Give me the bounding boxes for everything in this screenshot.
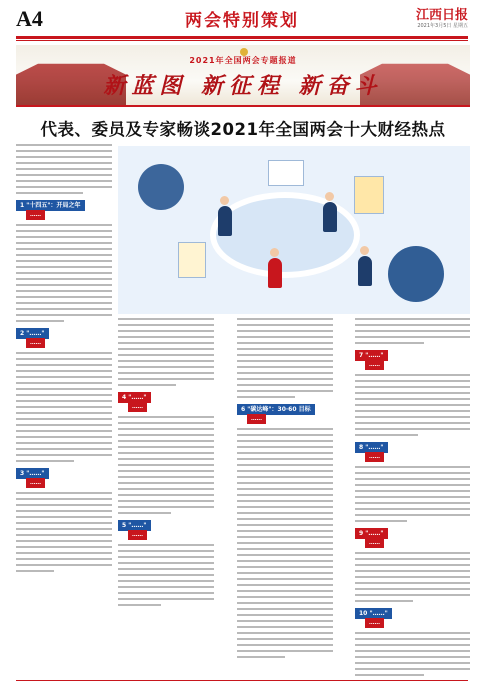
subhead-tag-secondary: …… <box>128 530 147 540</box>
person-figure <box>268 258 282 288</box>
chart-board-graphic <box>354 176 384 214</box>
subhead-2 <box>16 328 112 348</box>
person-head <box>220 196 229 205</box>
body-text-lines <box>118 416 214 514</box>
person-head <box>360 246 369 255</box>
body-text-lines <box>16 492 112 572</box>
coin-stack-graphic <box>178 242 206 278</box>
person-figure <box>358 256 372 286</box>
header-rule <box>16 36 468 39</box>
subhead-tag: 9 "……" <box>355 528 388 539</box>
text-column-2 <box>118 318 214 610</box>
body-text-lines <box>355 466 470 522</box>
masthead-logo: 江西日报 <box>415 8 468 23</box>
subhead-tag: 1 "十四五"：开局之年 <box>16 200 85 211</box>
page-number: A4 <box>16 6 43 31</box>
text-column-3 <box>237 318 333 662</box>
subhead-tag-secondary: …… <box>247 414 266 424</box>
document-graphic <box>268 160 304 186</box>
body-text-lines <box>355 374 470 436</box>
subhead-tag: 7 "……" <box>355 350 388 361</box>
person-figure <box>218 206 232 236</box>
subhead-4 <box>118 392 214 412</box>
subhead-5 <box>118 520 214 540</box>
page-header <box>0 0 484 40</box>
round-table-graphic <box>210 192 360 278</box>
text-column-4 <box>355 318 470 680</box>
subhead-tag: 8 "……" <box>355 442 388 453</box>
person-head <box>270 248 279 257</box>
special-report-banner <box>16 45 470 107</box>
banner-subtitle: 2021年全国两会专题报道 <box>189 56 297 65</box>
subhead-tag-secondary: …… <box>26 210 45 220</box>
body-text-lines <box>16 144 112 194</box>
body-text-lines <box>355 552 470 602</box>
subhead-tag: 3 "……" <box>16 468 49 479</box>
subhead-9 <box>355 528 470 548</box>
body-text-lines <box>16 352 112 462</box>
subhead-3 <box>16 468 112 488</box>
subhead-tag: 10 "……" <box>355 608 392 619</box>
subhead-tag: 2 "……" <box>16 328 49 339</box>
subhead-tag-secondary: …… <box>26 478 45 488</box>
subhead-tag: 5 "……" <box>118 520 151 531</box>
dateline: 2021年3月5日 星期五 <box>417 23 468 29</box>
person-head <box>325 192 334 201</box>
subhead-8 <box>355 442 470 462</box>
person-figure <box>323 202 337 232</box>
subhead-tag-secondary: …… <box>128 402 147 412</box>
body-text-lines <box>118 544 214 606</box>
subhead-tag-secondary: …… <box>365 618 384 628</box>
section-title: 两会特别策划 <box>185 11 299 31</box>
subhead-tag: 4 "……" <box>118 392 151 403</box>
subhead-tag: 6 "碳达峰"：30·60 目标 <box>237 404 315 415</box>
article-headline: 代表、委员及专家畅谈2021年全国两会十大财经热点 <box>40 120 446 139</box>
subhead-1 <box>16 200 112 220</box>
footer-rule <box>16 680 468 681</box>
body-text-lines <box>237 318 333 398</box>
body-text-lines <box>118 318 214 386</box>
subhead-7 <box>355 350 470 370</box>
header-rule-thin <box>16 40 468 41</box>
body-text-lines <box>355 318 470 344</box>
subhead-tag-secondary: …… <box>26 338 45 348</box>
subhead-10 <box>355 608 470 628</box>
gear-icon <box>388 246 444 302</box>
text-column-1 <box>16 144 112 576</box>
body-text-lines <box>16 224 112 322</box>
subhead-6 <box>237 404 333 424</box>
meeting-illustration <box>118 146 470 314</box>
gear-icon <box>138 164 184 210</box>
subhead-tag-secondary: …… <box>365 360 384 370</box>
body-text-lines <box>355 632 470 676</box>
body-text-lines <box>237 428 333 658</box>
banner-slogan: 新蓝图 新征程 新奋斗 <box>103 73 383 99</box>
subhead-tag-secondary: …… <box>365 452 384 462</box>
subhead-tag-secondary: …… <box>365 538 384 548</box>
